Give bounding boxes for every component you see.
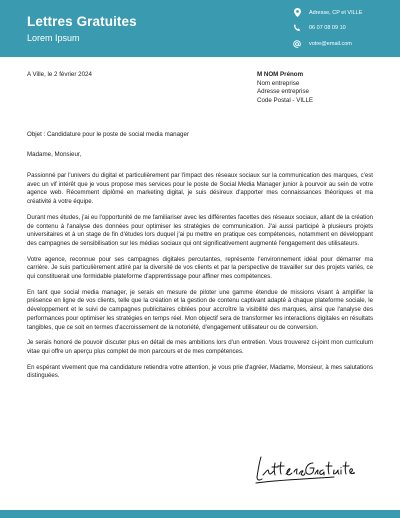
recipient-city: Code Postal - VILLE [257, 97, 314, 105]
contact-address [291, 8, 362, 17]
letter-body [27, 172, 373, 388]
recipient-address: Adresse entreprise [257, 88, 309, 96]
contact-phone [291, 24, 346, 32]
body-paragraph: En tant que social media manager, je serais en mesure de piloter une gamme étendue de missions visant à amplifier la présence en ligne de vos clients, telle que la création et la gestion de contenu captivant adapté à chaque plateforme sociale, le développement et le suivi de campagnes publicitaires ciblées pour accroître la visibilité des marques, ainsi que l'analyse des performances pour optimiser les stratégies en temps réel. Mon objectif sera de transformer les interactions digitales en résultats tangibles, que ce soit en termes d'accroissement de la notoriété, d'engagement utilisateur ou de conversion. [27, 288, 373, 331]
at-sign-icon [291, 40, 303, 48]
brand-name: Lettres Gratuites [27, 14, 137, 29]
phone-text: 06 07 08 09 10 [309, 25, 346, 31]
body-paragraph: Je serais honoré de pouvoir discuter plus en détail de mes ambitions lors d'un entretien. Vous trouverez ci-joint mon curriculum vitae qui offre un aperçu plus complet de mon parcours et de mes compétences. [27, 339, 373, 355]
letterhead-banner [0, 0, 400, 57]
contact-email[interactable] [291, 40, 352, 48]
recipient-company: Nom entreprise [257, 79, 300, 87]
address-text: Adresse, CP et VILLE [309, 9, 363, 16]
handwritten-signature [255, 453, 355, 487]
body-paragraph: Durant mes études, j'ai eu l'opportunité de me familiariser avec les différentes facettes des réseaux sociaux, allant de la création de contenu à l'analyse des données pour optimiser les stratégies de communication. J'ai aussi participé à plusieurs projets universitaires et à un stage de fin d'études lors duquel j'ai pu mettre en pratique ces compétences, notamment en développant des campagnes de sensibilisation sur les médias sociaux qui ont significativement augmenté l'engagement des utilisateurs. [27, 213, 373, 247]
footer-bar [0, 510, 400, 518]
body-paragraph: En espérant vivement que ma candidature retiendra votre attention, je vous prie d'agréer, Madame, Monsieur, à mes salutations distinguées. [27, 363, 373, 380]
body-paragraph: Votre agence, reconnue pour ses campagnes digitales percutantes, représente l'environnement idéal pour démarrer ma carrière. Je suis particulièrement attiré par la diversité de vos clients et par la perspective de travailler sur des projets variés, ce qui constituerait une formidable plateforme d'apprentissage pour affiner mes compétences. [27, 255, 373, 281]
letter-date: A Ville, le 2 février 2024 [27, 71, 92, 78]
brand-subtitle: Lorem Ipsum [27, 33, 80, 43]
recipient-name: M NOM Prénom [257, 71, 304, 78]
letter-greeting: Madame, Monsieur, [27, 151, 82, 158]
phone-icon [291, 24, 303, 32]
location-pin-icon [291, 8, 303, 17]
letter-object: Objet : Candidature pour le poste de social media manager [27, 131, 190, 138]
body-paragraph: Passionné par l'univers du digital et particulièrement par l'impact des réseaux sociaux sur la communication des marques, c'est avec un vif intérêt que je vous propose mes services pour le poste de Social Media Manager junior à pourvoir au sein de votre agence web. Récemment diplômé en marketing digital, je suis désireux d'apporter mes connaissances théoriques et ma créativité à votre équipe. [27, 172, 373, 206]
email-text[interactable]: votre@email.com [309, 41, 352, 47]
recipient-block [257, 71, 313, 106]
